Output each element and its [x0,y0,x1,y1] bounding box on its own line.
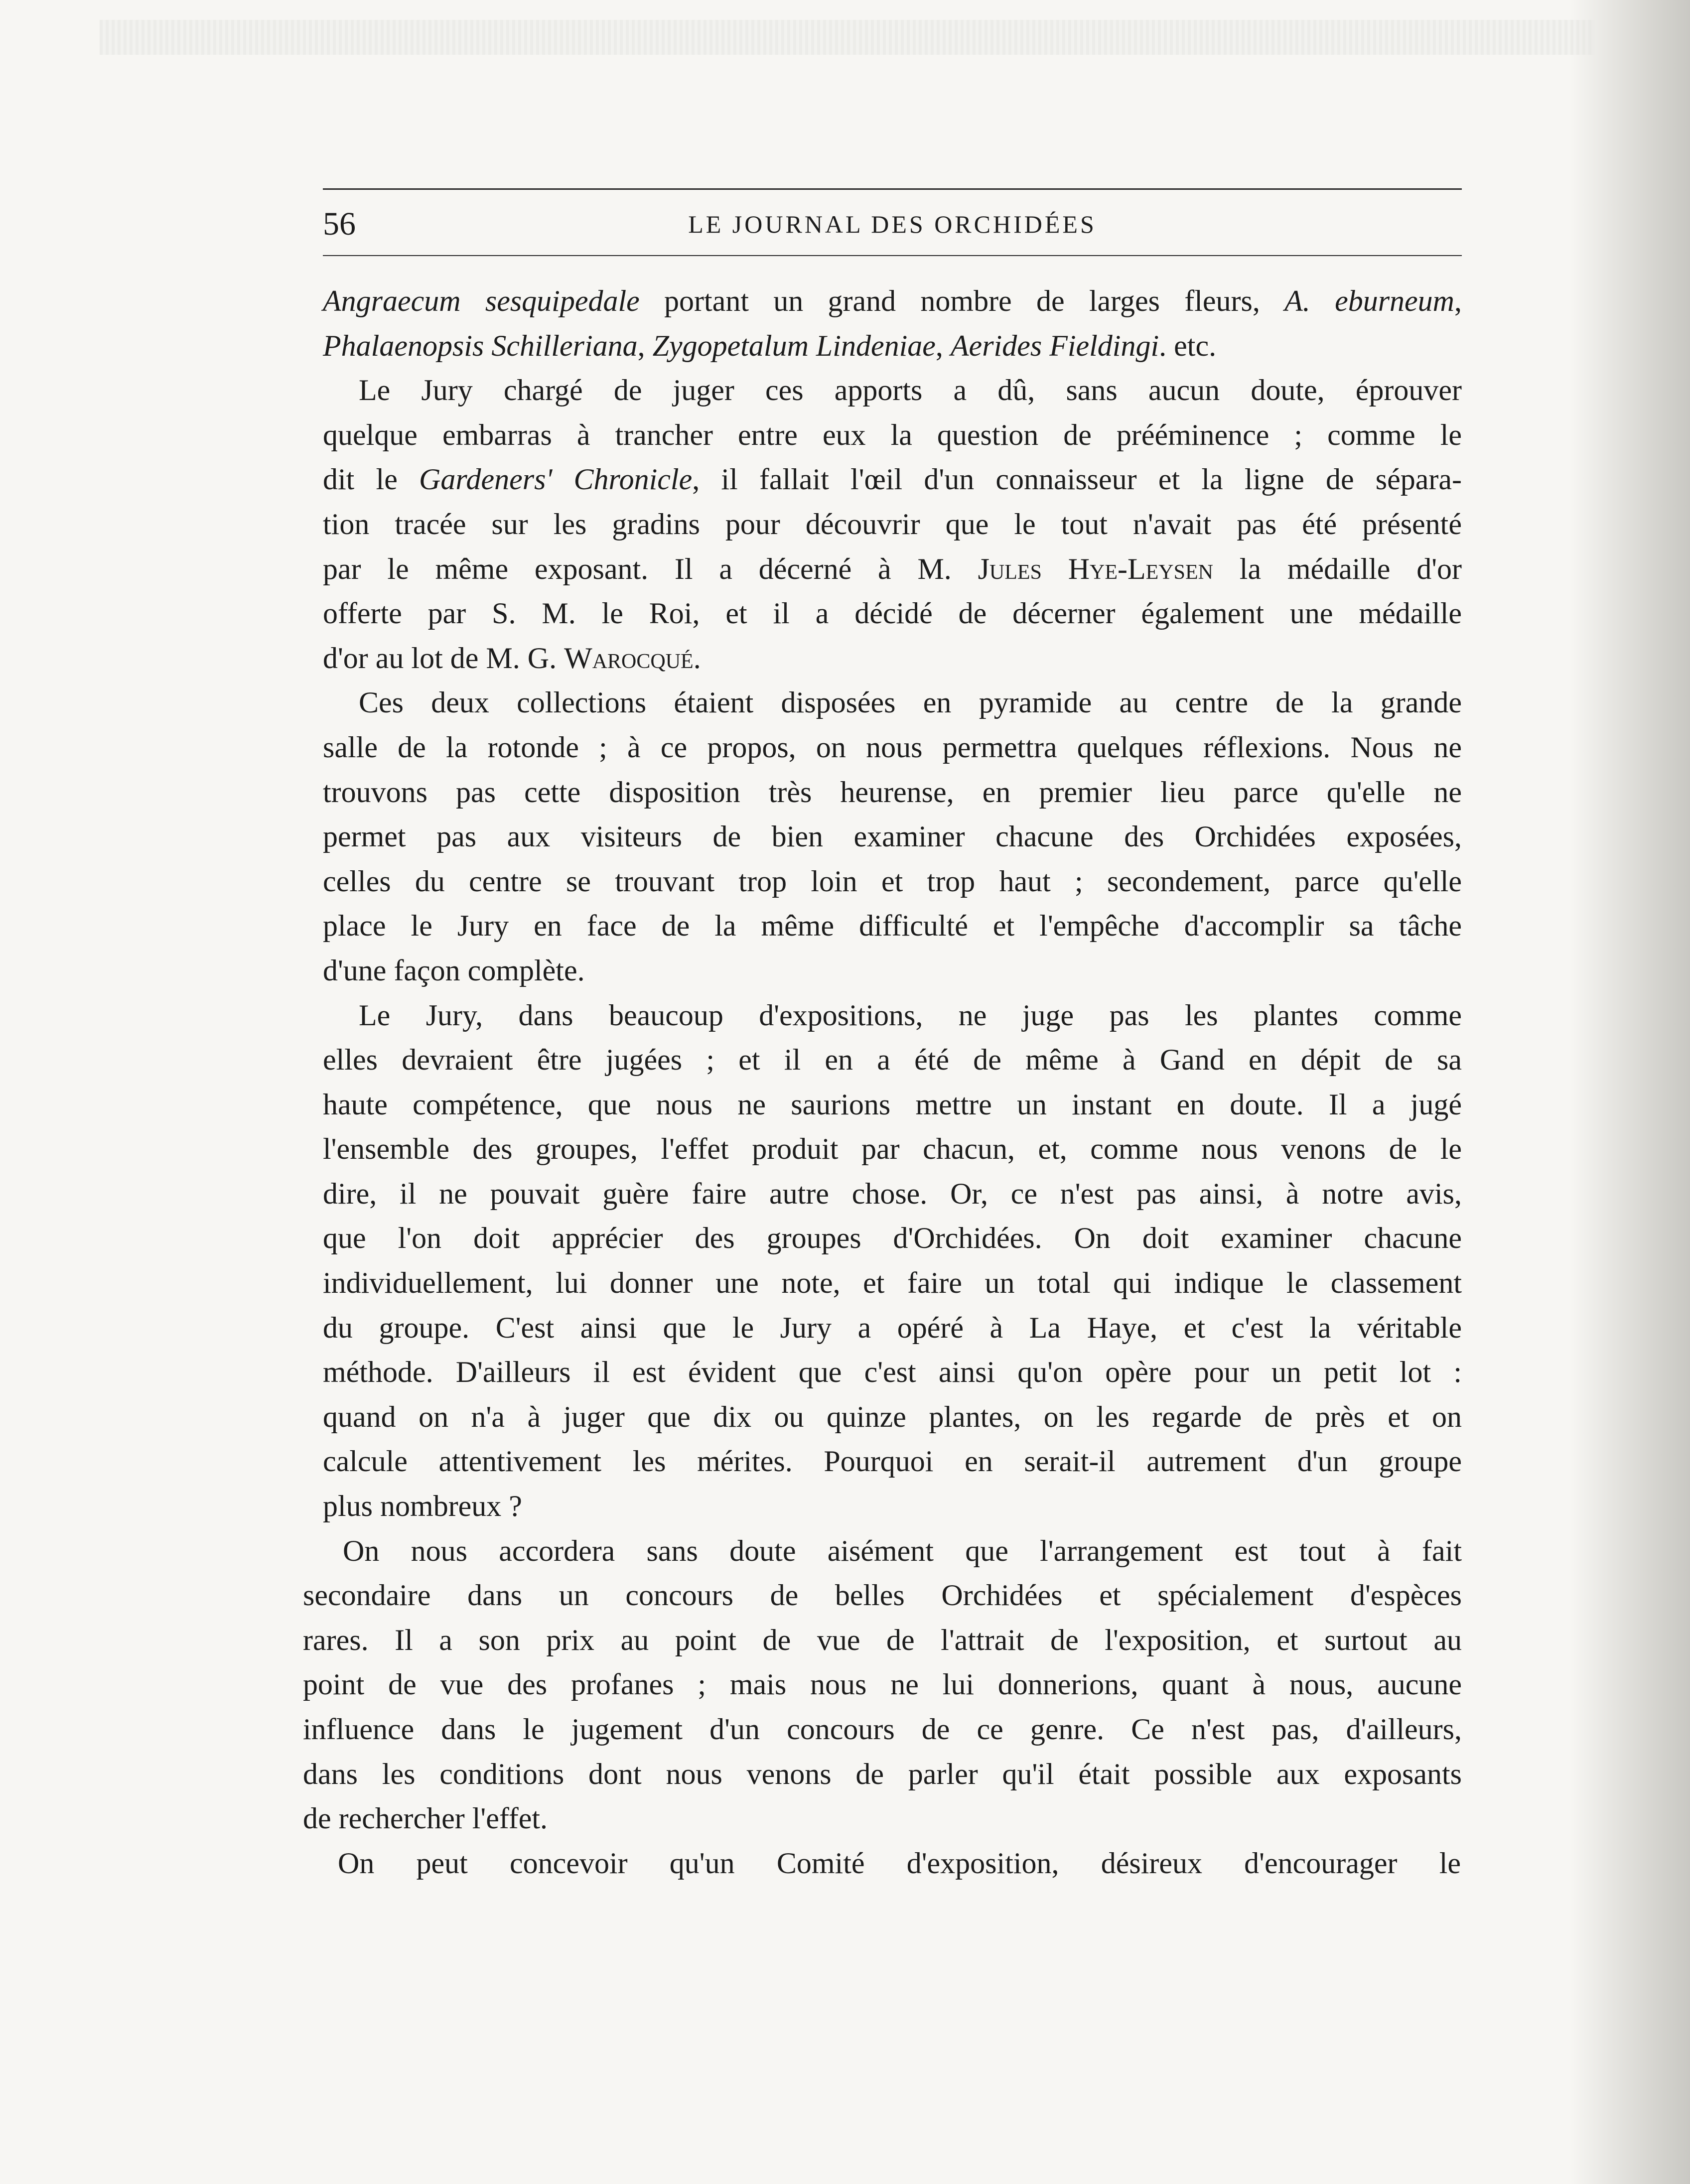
body-text [303,279,1462,1886]
text-line: calcule attentivement les mérites. Pourquoi en serait-il autrement d'un groupe [323,1445,1462,1478]
text-line: plus nombreux ? [323,1490,522,1523]
text-line: secondaire dans un concours de belles Orchidées et spécialement d'espèces [303,1579,1462,1612]
text-line: individuellement, lui donner une note, et faire un total qui indique le classement [323,1266,1462,1300]
scan-shadow-right [1570,0,1690,2184]
text-line: tion tracée sur les gradins pour découvrir que le tout n'avait pas été présenté [323,507,1462,541]
text-line: offerte par S. M. le Roi, et il a décidé de décerner également une médaille [323,597,1462,630]
text-line: elles devraient être jugées ; et il en a été de même à Gand en dépit de sa [323,1043,1462,1077]
page-number: 56 [323,206,356,242]
text-line: rares. Il a son prix au point de vue de l'attrait de l'exposition, et surtout au [303,1623,1462,1656]
text-line: du groupe. C'est ainsi que le Jury a opéré à La Haye, et c'est la véritable [323,1311,1462,1344]
page-header [323,199,1462,249]
text-line: dit le Gardeners' Chronicle, il fallait l'œil d'un connaisseur et la ligne de sépara- [323,463,1462,496]
text-line: méthode. D'ailleurs il est évident que c'est ainsi qu'on opère pour un petit lot : [323,1356,1462,1389]
text-line: place le Jury en face de la même difficulté et l'empêche d'accomplir sa tâche [323,909,1462,943]
text-line: dans les conditions dont nous venons de parler qu'il était possible aux exposants [303,1757,1462,1790]
text-line: trouvons pas cette disposition très heurense, en premier lieu parce qu'elle ne [323,775,1462,809]
scan-edge-top [100,20,1594,55]
text-line: l'ensemble des groupes, l'effet produit par chacun, et, comme nous venons de le [323,1132,1462,1166]
text-line: d'une façon complète. [323,954,585,987]
header-rule-top [323,188,1462,190]
text-line: influence dans le jugement d'un concours de ce genre. Ce n'est pas, d'ailleurs, [303,1713,1462,1746]
text-line: d'or au lot de M. G. Warocqué. [323,641,701,675]
text-line: Le Jury chargé de juger ces apports a dû, sans aucun doute, éprouver [359,374,1462,407]
text-line: de rechercher l'effet. [303,1802,548,1835]
text-line: permet pas aux visiteurs de bien examiner chacune des Orchidées exposées, [323,820,1462,853]
text-line: dire, il ne pouvait guère faire autre chose. Or, ce n'est pas ainsi, à notre avis, [323,1177,1462,1210]
text-line: haute compétence, que nous ne saurions mettre un instant en doute. Il a jugé [323,1088,1462,1121]
running-title: LE JOURNAL DES ORCHIDÉES [688,210,1097,238]
text-line: quand on n'a à juger que dix ou quinze plantes, on les regarde de près et on [323,1400,1462,1433]
text-line: Phalaenopsis Schilleriana, Zygopetalum Lindeniae, Aerides Fieldingi. etc. [323,329,1217,362]
text-line: Angraecum sesquipedale portant un grand nombre de larges fleurs, A. eburneum, [323,284,1462,317]
text-line: On peut concevoir qu'un Comité d'exposition, désireux d'encourager le [338,1846,1461,1880]
text-line: celles du centre se trouvant trop loin et trop haut ; secondement, parce qu'elle [323,864,1462,898]
text-line: On nous accordera sans doute aisément que l'arrangement est tout à fait [343,1534,1462,1567]
text-line: que l'on doit apprécier des groupes d'Orchidées. On doit examiner chacune [323,1222,1462,1255]
text-line: par le même exposant. Il a décerné à M. Jules Hye-Leysen la médaille d'or [323,552,1462,585]
text-line: salle de la rotonde ; à ce propos, on nous permettra quelques réflexions. Nous ne [323,730,1462,764]
text-line: Ces deux collections étaient disposées en pyramide au centre de la grande [359,686,1462,719]
text-line: quelque embarras à trancher entre eux la question de prééminence ; comme le [323,418,1462,451]
text-line: Le Jury, dans beaucoup d'expositions, ne juge pas les plantes comme [359,998,1462,1032]
text-line: point de vue des profanes ; mais nous ne lui donnerions, quant à nous, aucune [303,1668,1462,1701]
header-rule-bottom [323,255,1462,256]
